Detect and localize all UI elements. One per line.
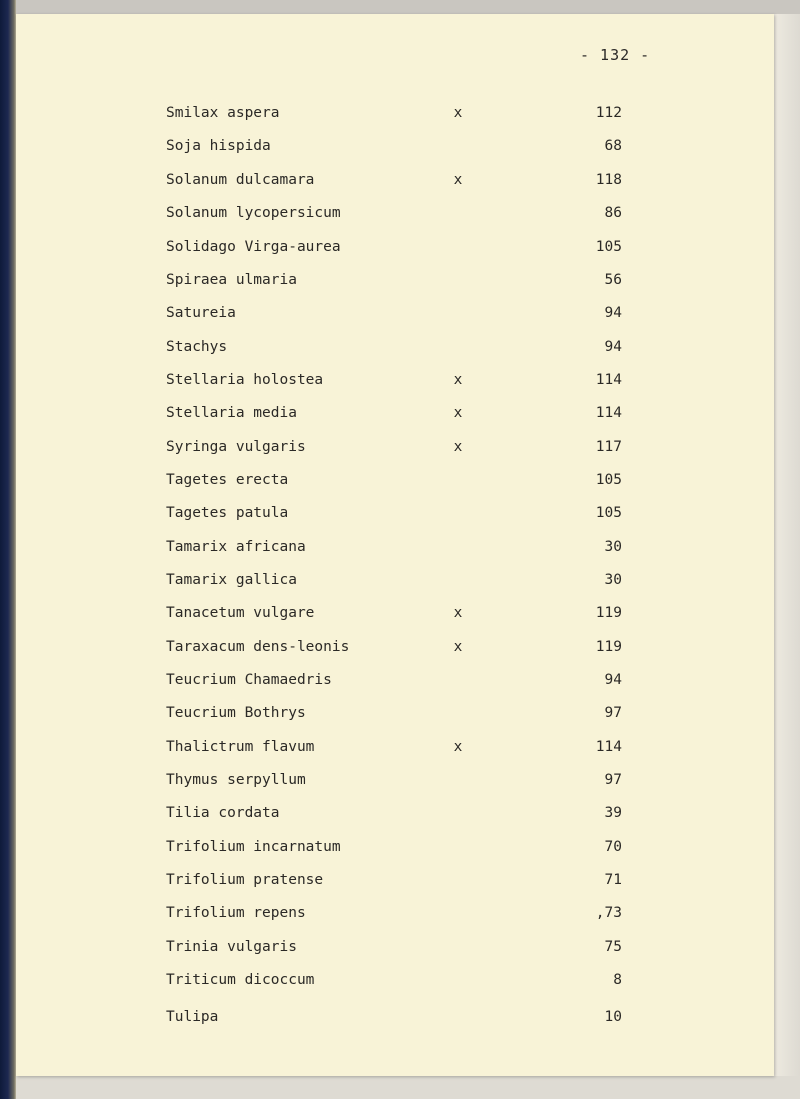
species-name: Smilax aspera <box>166 105 280 121</box>
page-reference: 114 <box>595 372 622 388</box>
index-entry <box>16 834 774 860</box>
species-name: Solidago Virga-aurea <box>166 239 341 255</box>
page-reference: 70 <box>604 839 622 855</box>
species-name: Tanacetum vulgare <box>166 605 315 621</box>
page-reference: 94 <box>604 339 622 355</box>
document-page <box>16 14 774 1076</box>
index-entry <box>16 334 774 360</box>
x-mark: x <box>453 739 463 755</box>
species-name: Trinia vulgaris <box>166 939 297 955</box>
index-entry <box>16 100 774 126</box>
page-reference: 68 <box>604 138 622 154</box>
species-name: Trifolium pratense <box>166 872 324 888</box>
page-reference: 97 <box>604 772 622 788</box>
page-reference: 118 <box>595 172 622 188</box>
page-reference: 112 <box>595 105 622 121</box>
index-entry <box>16 600 774 626</box>
x-mark: x <box>453 372 463 388</box>
page-reference: 97 <box>604 705 622 721</box>
species-name: Tilia cordata <box>166 805 280 821</box>
index-entry <box>16 634 774 660</box>
species-name: Trifolium repens <box>166 905 306 921</box>
page-reference: 8 <box>613 972 622 988</box>
index-entry <box>16 300 774 326</box>
page-reference: ,73 <box>595 905 622 921</box>
species-name: Stachys <box>166 339 228 355</box>
page-reference: 114 <box>595 405 622 421</box>
page-reference: 56 <box>604 272 622 288</box>
index-entry <box>16 534 774 560</box>
x-mark: x <box>453 105 463 121</box>
index-entry <box>16 700 774 726</box>
species-name: Thalictrum flavum <box>166 739 315 755</box>
species-name: Satureia <box>166 305 236 321</box>
species-name: Spiraea ulmaria <box>166 272 297 288</box>
index-entry <box>16 167 774 193</box>
species-name: Thymus serpyllum <box>166 772 306 788</box>
species-name: Teucrium Bothrys <box>166 705 306 721</box>
page-reference: 10 <box>604 1009 622 1025</box>
species-name: Taraxacum dens-leonis <box>166 639 350 655</box>
index-entry <box>16 400 774 426</box>
page-reference: 94 <box>604 672 622 688</box>
species-name: Solanum lycopersicum <box>166 205 341 221</box>
index-entry <box>16 234 774 260</box>
index-entry <box>16 967 774 993</box>
index-entry <box>16 867 774 893</box>
page-reference: 114 <box>595 739 622 755</box>
species-name: Tagetes erecta <box>166 472 289 488</box>
page-reference: 119 <box>595 605 622 621</box>
x-mark: x <box>453 172 463 188</box>
species-name: Tagetes patula <box>166 505 289 521</box>
page-reference: 30 <box>604 539 622 555</box>
index-entry <box>16 434 774 460</box>
species-name: Solanum dulcamara <box>166 172 315 188</box>
index-entry <box>16 567 774 593</box>
page-bottom-edge <box>16 1076 800 1099</box>
page-reference: 86 <box>604 205 622 221</box>
index-entry <box>16 367 774 393</box>
page-reference: 71 <box>604 872 622 888</box>
index-entry <box>16 467 774 493</box>
page-reference: 105 <box>595 239 622 255</box>
index-entry <box>16 667 774 693</box>
index-entry <box>16 934 774 960</box>
index-entry <box>16 734 774 760</box>
index-entry <box>16 133 774 159</box>
page-reference: 105 <box>595 472 622 488</box>
page-reference: 119 <box>595 639 622 655</box>
page-reference: 94 <box>604 305 622 321</box>
page-reference: 75 <box>604 939 622 955</box>
species-name: Soja hispida <box>166 138 271 154</box>
species-name: Tamarix africana <box>166 539 306 555</box>
species-name: Tulipa <box>166 1009 219 1025</box>
species-name: Stellaria media <box>166 405 297 421</box>
species-name: Tamarix gallica <box>166 572 297 588</box>
x-mark: x <box>453 439 463 455</box>
page-reference: 117 <box>595 439 622 455</box>
x-mark: x <box>453 639 463 655</box>
index-entry <box>16 800 774 826</box>
index-entry <box>16 1004 774 1030</box>
index-entry <box>16 267 774 293</box>
page-edge <box>774 14 800 1099</box>
index-entry <box>16 500 774 526</box>
x-mark: x <box>453 405 463 421</box>
page-reference: 30 <box>604 572 622 588</box>
page-reference: 39 <box>604 805 622 821</box>
species-name: Stellaria holostea <box>166 372 324 388</box>
species-name: Triticum dicoccum <box>166 972 315 988</box>
index-entry <box>16 200 774 226</box>
book-binding <box>0 0 16 1099</box>
index-entry <box>16 900 774 926</box>
page-reference: 105 <box>595 505 622 521</box>
species-name: Syringa vulgaris <box>166 439 306 455</box>
index-entry <box>16 767 774 793</box>
page-number: - 132 - <box>580 46 651 64</box>
species-name: Teucrium Chamaedris <box>166 672 332 688</box>
x-mark: x <box>453 605 463 621</box>
species-name: Trifolium incarnatum <box>166 839 341 855</box>
